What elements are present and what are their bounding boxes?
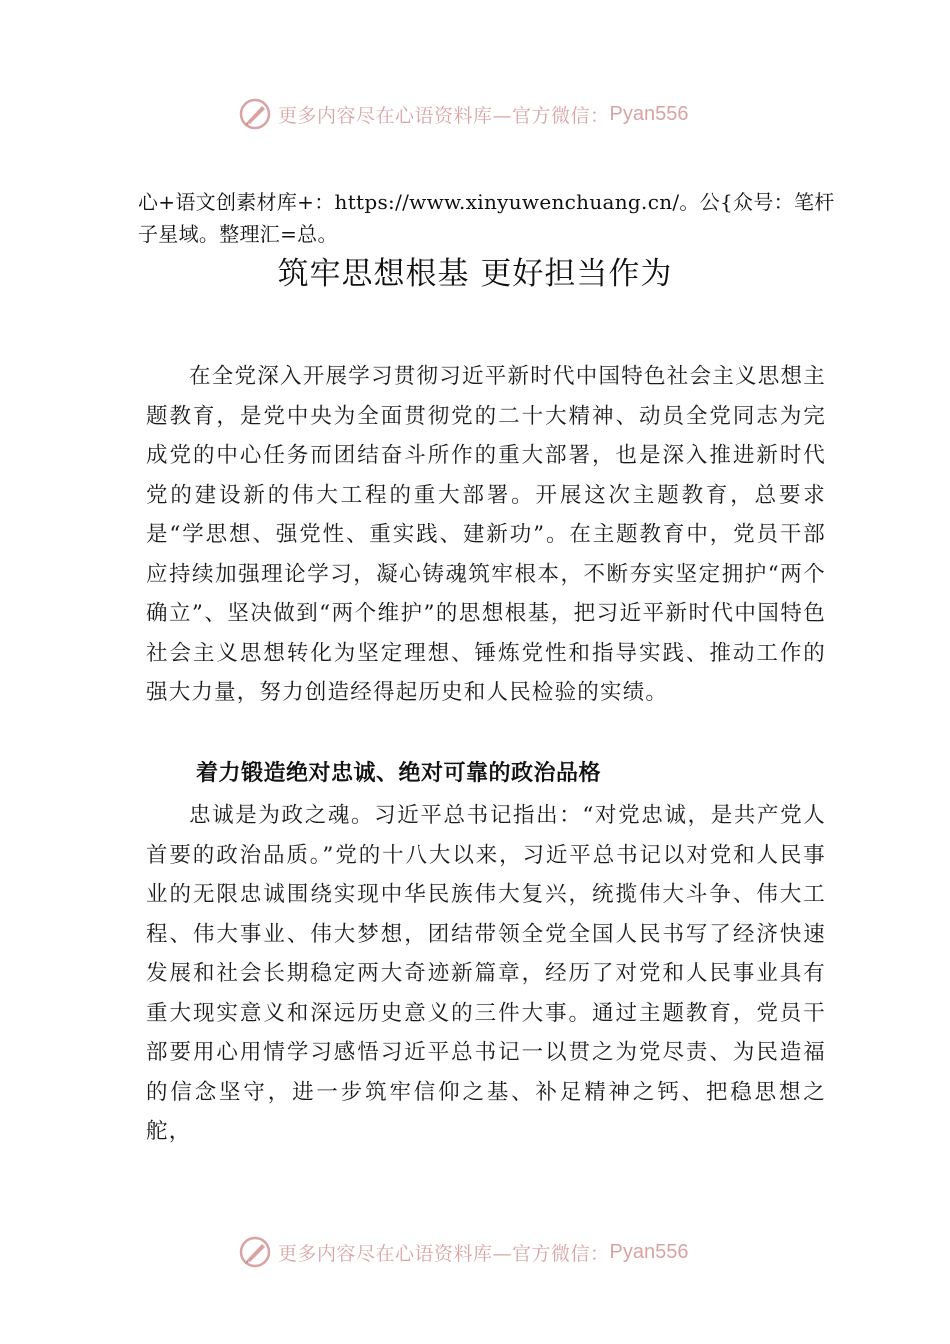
article-title: 筑牢思想根基 更好担当作为 [277, 256, 673, 292]
paragraph-1: 在全党深入开展学习贯彻习近平新时代中国特色社会主义思想主题教育，是党中央为全面贯彻党的二十大精神、动员全党同志为完成党的中心任务而团结奋斗所作的重大部署，也是深入推进新时代党的建设新的伟大工程的重大部署。开展这次主题教育，总要求是“学思想、强党性、重实践、建新功”。在主题教育中，党员干部应持续加强理论学习，凝心铸魂筑牢根本，不断夯实坚定拥护“两个确立”、坚决做到“两个维护”的思想根基，把习近平新时代中国特色社会主义思想转化为坚定理想、锤炼党性和指导实践、推动工作的强大力量，努力创造经得起历史和人民检验的实绩。 [146, 364, 826, 705]
wechat-id: Pyan556 [609, 1240, 689, 1263]
paragraph-2: 忠诚是为政之魂。习近平总书记指出：“对党忠诚，是共产党人首要的政治品质。”党的十八大以来，习近平总书记以对党和人民事业的无限忠诚围绕实现中华民族伟大复兴，统揽伟大斗争、伟大工程、伟大事业、伟大梦想，团结带领全党全国人民书写了经济快速发展和社会长期稳定两大奇迹新篇章，经历了对党和人民事业具有重大现实意义和深远历史意义的三件大事。通过主题教育，党员干部要用心用情学习感悟习近平总书记一以贯之为党尽责、为民造福的信念坚守，进一步筑牢信仰之基、补足精神之钙、把稳思想之舵， [146, 803, 826, 1144]
pen-logo-icon [238, 97, 272, 131]
footer-watermark-banner [0, 1230, 950, 1274]
wechat-id: Pyan556 [609, 102, 689, 125]
source-line: 心+语文创素材库+：https://www.xinyuwenchuang.cn/。公{众号：笔杆子星域。整理汇=总。 [138, 190, 835, 246]
section-heading: 着力锻造绝对忠诚、绝对可靠的政治品格 [196, 761, 602, 786]
pen-logo-icon [238, 1235, 272, 1269]
banner-text: 更多内容尽在心语资料库—官方微信： [278, 104, 610, 127]
banner-text: 更多内容尽在心语资料库—官方微信： [278, 1242, 610, 1265]
header-watermark-banner [0, 92, 950, 136]
